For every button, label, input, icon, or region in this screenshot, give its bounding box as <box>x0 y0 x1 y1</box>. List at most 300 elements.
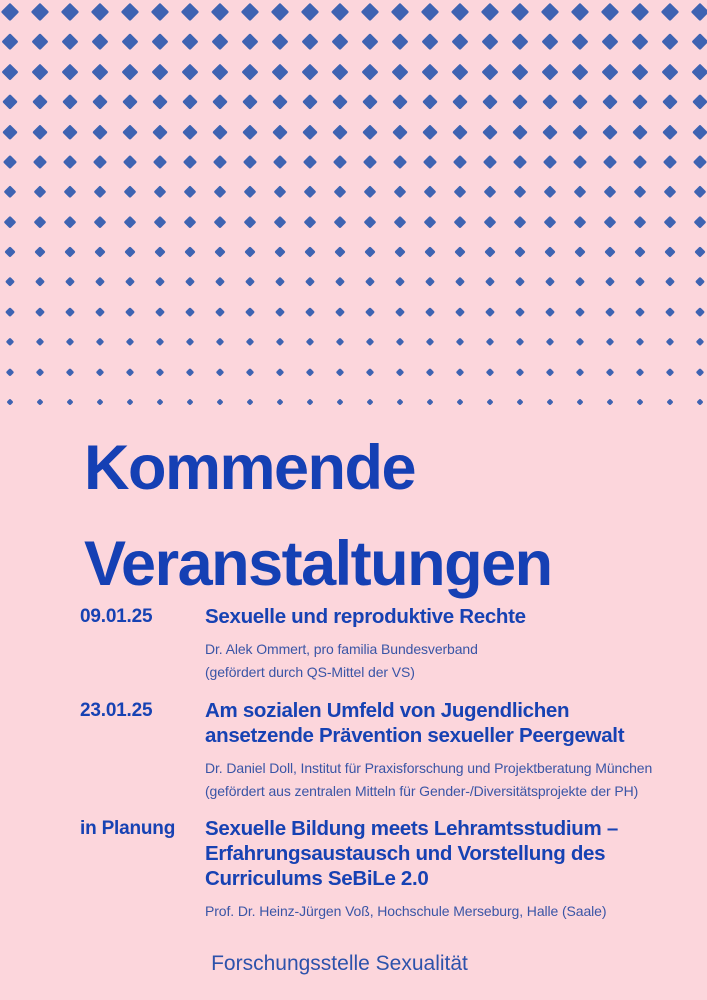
diamond-icon <box>452 94 468 110</box>
diamond-icon <box>123 125 138 140</box>
diamond-icon <box>214 246 225 257</box>
diamond-icon <box>96 368 104 376</box>
event-body <box>205 604 690 684</box>
diamond-icon <box>186 338 195 347</box>
diamond-icon <box>606 338 615 347</box>
event-title <box>205 698 690 748</box>
diamond-icon <box>633 125 648 140</box>
diamond-icon <box>451 33 469 51</box>
diamond-icon <box>484 216 496 228</box>
diamond-icon <box>636 338 645 347</box>
diamond-icon <box>547 399 554 406</box>
diamond-icon <box>695 307 705 317</box>
diamond-icon <box>693 125 707 140</box>
diamond-icon <box>302 94 318 110</box>
diamond-icon <box>154 216 166 228</box>
diamond-icon <box>244 216 256 228</box>
diamond-icon <box>121 3 139 21</box>
diamond-icon <box>33 125 48 140</box>
diamond-icon <box>306 338 315 347</box>
diamond-icon <box>542 94 558 110</box>
diamond-icon <box>157 399 164 406</box>
diamond-icon <box>483 125 498 140</box>
diamond-icon <box>246 338 255 347</box>
diamond-icon <box>605 307 615 317</box>
diamond-icon <box>5 277 16 288</box>
diamond-icon <box>302 64 319 81</box>
diamond-icon <box>333 185 346 198</box>
diamond-icon <box>181 33 199 51</box>
diamond-icon <box>211 33 229 51</box>
diamond-icon <box>212 94 228 110</box>
diamond-icon <box>425 277 436 288</box>
diamond-icon <box>123 155 137 169</box>
diamond-icon <box>124 216 136 228</box>
diamond-icon <box>121 33 139 51</box>
diamond-icon <box>515 307 525 317</box>
diamond-icon <box>126 338 135 347</box>
diamond-icon <box>243 155 257 169</box>
diamond-icon <box>511 33 529 51</box>
diamond-icon <box>513 185 526 198</box>
diamond-icon <box>35 307 45 317</box>
diamond-icon <box>96 338 105 347</box>
diamond-icon <box>217 399 224 406</box>
diamond-icon <box>396 338 405 347</box>
event-title-line: Sexuelle und reproduktive Rechte <box>205 605 526 628</box>
diamond-icon <box>95 277 106 288</box>
diamond-icon <box>66 368 74 376</box>
diamond-icon <box>274 216 286 228</box>
diamond-icon <box>574 246 585 257</box>
diamond-icon <box>63 125 78 140</box>
diamond-icon <box>303 125 318 140</box>
diamond-icon <box>153 125 168 140</box>
diamond-icon <box>697 399 704 406</box>
diamond-icon <box>394 246 405 257</box>
diamond-icon <box>426 368 434 376</box>
diamond-icon <box>514 246 525 257</box>
diamond-icon <box>367 399 374 406</box>
diamond-icon <box>637 399 644 406</box>
diamond-icon <box>421 3 439 21</box>
diamond-icon <box>61 3 79 21</box>
diamond-icon <box>155 277 166 288</box>
diamond-icon <box>123 185 136 198</box>
diamond-icon <box>95 307 105 317</box>
poster-title-line-1: Kommende <box>84 433 416 503</box>
diamond-icon <box>545 277 556 288</box>
diamond-icon <box>336 338 345 347</box>
diamond-icon <box>452 64 469 81</box>
diamond-icon <box>92 64 109 81</box>
diamond-icon <box>394 216 406 228</box>
diamond-icon <box>35 277 46 288</box>
diamond-icon <box>424 216 436 228</box>
diamond-icon <box>306 368 314 376</box>
diamond-icon <box>366 338 375 347</box>
diamond-icon <box>185 307 195 317</box>
diamond-icon <box>273 185 286 198</box>
diamond-icon <box>2 94 18 110</box>
event-list <box>80 604 690 923</box>
diamond-icon <box>422 64 439 81</box>
diamond-icon <box>277 399 284 406</box>
diamond-icon <box>694 246 705 257</box>
diamond-icon <box>92 94 108 110</box>
diamond-icon <box>663 155 677 169</box>
diamond-icon <box>4 246 15 257</box>
diamond-icon <box>244 246 255 257</box>
diamond-icon <box>691 33 707 51</box>
diamond-icon <box>337 399 344 406</box>
diamond-icon <box>273 125 288 140</box>
diamond-icon <box>1 3 19 21</box>
diamond-icon <box>692 94 707 110</box>
diamond-icon <box>152 94 168 110</box>
event-body <box>205 698 690 803</box>
diamond-icon <box>303 155 317 169</box>
diamond-icon <box>693 155 707 169</box>
diamond-icon <box>3 125 18 140</box>
event-detail-line: (gefördert durch QS-Mittel der VS) <box>205 664 415 680</box>
diamond-icon <box>455 277 466 288</box>
diamond-icon <box>3 155 17 169</box>
diamond-icon <box>575 307 585 317</box>
diamond-icon <box>393 185 406 198</box>
diamond-icon <box>694 216 706 228</box>
diamond-icon <box>365 277 376 288</box>
diamond-icon <box>5 307 15 317</box>
diamond-icon <box>6 368 14 376</box>
diamond-icon <box>513 155 527 169</box>
diamond-icon <box>421 33 439 51</box>
diamond-icon <box>392 94 408 110</box>
diamond-icon <box>276 338 285 347</box>
diamond-icon <box>304 216 316 228</box>
diamond-icon <box>485 277 496 288</box>
event-details <box>205 638 690 684</box>
diamond-icon <box>155 307 165 317</box>
diamond-icon <box>667 399 674 406</box>
diamond-icon <box>692 64 707 81</box>
diamond-icon <box>665 307 675 317</box>
diamond-icon <box>453 185 466 198</box>
diamond-icon <box>544 246 555 257</box>
event-title <box>205 816 690 891</box>
event-title <box>205 604 690 629</box>
event-details <box>205 757 690 803</box>
diamond-icon <box>663 125 678 140</box>
diamond-icon <box>127 399 134 406</box>
diamond-icon <box>361 3 379 21</box>
diamond-icon <box>512 94 528 110</box>
diamond-icon <box>93 125 108 140</box>
diamond-icon <box>185 277 196 288</box>
diamond-icon <box>214 216 226 228</box>
diamond-icon <box>664 246 675 257</box>
diamond-icon <box>631 3 649 21</box>
diamond-icon <box>301 33 319 51</box>
event-row <box>80 604 690 684</box>
diamond-icon <box>271 3 289 21</box>
diamond-icon <box>243 185 256 198</box>
diamond-icon <box>181 3 199 21</box>
diamond-icon <box>33 155 47 169</box>
diamond-icon <box>391 33 409 51</box>
diamond-icon <box>152 64 169 81</box>
diamond-icon <box>485 307 495 317</box>
diamond-icon <box>62 94 78 110</box>
diamond-icon <box>573 155 587 169</box>
diamond-icon <box>216 368 224 376</box>
diamond-icon <box>33 185 46 198</box>
diamond-icon <box>603 155 617 169</box>
event-title-line: ansetzende Prävention sexueller Peergewalt <box>205 724 625 747</box>
diamond-icon <box>424 246 435 257</box>
diamond-icon <box>543 125 558 140</box>
diamond-icon <box>362 94 378 110</box>
diamond-icon <box>603 185 616 198</box>
diamond-icon <box>514 216 526 228</box>
diamond-icon <box>332 94 348 110</box>
diamond-pattern <box>0 0 707 412</box>
diamond-icon <box>333 155 347 169</box>
diamond-icon <box>183 185 196 198</box>
diamond-icon <box>333 125 348 140</box>
diamond-icon <box>661 33 679 51</box>
diamond-icon <box>607 399 614 406</box>
diamond-icon <box>456 368 464 376</box>
diamond-icon <box>665 277 676 288</box>
diamond-icon <box>335 277 346 288</box>
diamond-icon <box>634 246 645 257</box>
diamond-icon <box>397 399 404 406</box>
diamond-icon <box>635 307 645 317</box>
diamond-icon <box>122 64 139 81</box>
diamond-icon <box>575 277 586 288</box>
diamond-icon <box>186 368 194 376</box>
diamond-icon <box>271 33 289 51</box>
diamond-icon <box>395 277 406 288</box>
diamond-icon <box>636 368 644 376</box>
diamond-icon <box>66 338 75 347</box>
diamond-icon <box>63 185 76 198</box>
diamond-icon <box>515 277 526 288</box>
footer-text: Forschungsstelle Sexualität <box>211 952 468 975</box>
diamond-icon <box>31 3 49 21</box>
diamond-icon <box>184 216 196 228</box>
diamond-icon <box>304 246 315 257</box>
diamond-icon <box>242 64 259 81</box>
diamond-icon <box>36 368 44 376</box>
diamond-icon <box>664 216 676 228</box>
diamond-icon <box>363 185 376 198</box>
diamond-icon <box>573 185 586 198</box>
diamond-icon <box>331 33 349 51</box>
diamond-icon <box>601 33 619 51</box>
diamond-icon <box>576 368 584 376</box>
diamond-icon <box>696 338 705 347</box>
diamond-icon <box>153 185 166 198</box>
diamond-icon <box>6 338 15 347</box>
diamond-icon <box>395 307 405 317</box>
diamond-icon <box>272 64 289 81</box>
diamond-icon <box>483 155 497 169</box>
diamond-icon <box>61 33 79 51</box>
diamond-icon <box>571 33 589 51</box>
diamond-icon <box>486 368 494 376</box>
event-date: in Planung <box>80 818 176 839</box>
diamond-icon <box>213 125 228 140</box>
diamond-icon <box>663 185 676 198</box>
diamond-icon <box>422 94 438 110</box>
event-date: 09.01.25 <box>80 606 153 627</box>
diamond-icon <box>366 368 374 376</box>
diamond-icon <box>273 155 287 169</box>
diamond-icon <box>604 246 615 257</box>
diamond-icon <box>576 338 585 347</box>
diamond-icon <box>361 33 379 51</box>
diamond-icon <box>605 277 616 288</box>
diamond-icon <box>1 33 19 51</box>
diamond-icon <box>124 246 135 257</box>
diamond-icon <box>606 368 614 376</box>
poster-title-line-2: Veranstaltungen <box>84 529 552 599</box>
diamond-icon <box>601 3 619 21</box>
diamond-icon <box>363 125 378 140</box>
diamond-icon <box>512 64 529 81</box>
diamond-icon <box>666 368 674 376</box>
diamond-icon <box>602 64 619 81</box>
diamond-icon <box>427 399 434 406</box>
diamond-icon <box>396 368 404 376</box>
diamond-icon <box>36 338 45 347</box>
diamond-icon <box>65 277 76 288</box>
diamond-icon <box>7 399 14 406</box>
diamond-icon <box>453 155 467 169</box>
diamond-icon <box>572 94 588 110</box>
diamond-icon <box>573 125 588 140</box>
diamond-icon <box>241 33 259 51</box>
diamond-icon <box>517 399 524 406</box>
diamond-icon <box>391 3 409 21</box>
diamond-icon <box>577 399 584 406</box>
diamond-icon <box>4 216 16 228</box>
diamond-icon <box>182 94 198 110</box>
diamond-icon <box>215 307 225 317</box>
diamond-icon <box>211 3 229 21</box>
diamond-icon <box>34 246 45 257</box>
diamond-icon <box>426 338 435 347</box>
event-detail-line: Prof. Dr. Heinz-Jürgen Voß, Hochschule Merseburg, Halle (Saale) <box>205 903 607 919</box>
diamond-icon <box>183 125 198 140</box>
diamond-icon <box>94 216 106 228</box>
diamond-icon <box>336 368 344 376</box>
diamond-icon <box>183 155 197 169</box>
diamond-icon <box>603 125 618 140</box>
diamond-icon <box>156 368 164 376</box>
diamond-icon <box>184 246 195 257</box>
diamond-icon <box>305 307 315 317</box>
diamond-icon <box>32 94 48 110</box>
diamond-icon <box>331 3 349 21</box>
diamond-icon <box>334 216 346 228</box>
diamond-icon <box>364 216 376 228</box>
diamond-icon <box>572 64 589 81</box>
diamond-icon <box>451 3 469 21</box>
diamond-icon <box>481 33 499 51</box>
diamond-icon <box>153 155 167 169</box>
diamond-icon <box>3 185 16 198</box>
diamond-icon <box>662 64 679 81</box>
diamond-icon <box>516 368 524 376</box>
diamond-icon <box>602 94 618 110</box>
diamond-icon <box>332 64 349 81</box>
event-title-line: Am sozialen Umfeld von Jugendlichen <box>205 699 570 722</box>
diamond-icon <box>423 155 437 169</box>
event-title-line: Sexuelle Bildung meets Lehramtsstudium – <box>205 817 618 840</box>
diamond-icon <box>633 185 646 198</box>
diamond-icon <box>335 307 345 317</box>
diamond-icon <box>37 399 44 406</box>
diamond-icon <box>301 3 319 21</box>
event-detail-line: (gefördert aus zentralen Mitteln für Gender-/Diversitätsprojekte der PH) <box>205 783 639 799</box>
diamond-icon <box>544 216 556 228</box>
diamond-icon <box>156 338 165 347</box>
diamond-icon <box>154 246 165 257</box>
diamond-icon <box>213 185 226 198</box>
event-body <box>205 816 690 923</box>
diamond-icon <box>542 64 559 81</box>
diamond-icon <box>541 3 559 21</box>
diamond-icon <box>604 216 616 228</box>
diamond-icon <box>2 64 19 81</box>
diamond-icon <box>122 94 138 110</box>
diamond-icon <box>666 338 675 347</box>
diamond-icon <box>695 277 706 288</box>
diamond-icon <box>631 33 649 51</box>
event-details <box>205 900 690 923</box>
diamond-icon <box>632 94 648 110</box>
diamond-icon <box>425 307 435 317</box>
diamond-icon <box>187 399 194 406</box>
diamond-icon <box>62 64 79 81</box>
poster-title <box>84 420 552 612</box>
diamond-icon <box>215 277 226 288</box>
diamond-icon <box>91 3 109 21</box>
diamond-icon <box>125 277 136 288</box>
event-detail-line: Dr. Alek Ommert, pro familia Bundesverband <box>205 641 478 657</box>
diamond-icon <box>307 399 314 406</box>
diamond-icon <box>245 307 255 317</box>
diamond-icon <box>34 216 46 228</box>
diamond-icon <box>151 3 169 21</box>
event-date: 23.01.25 <box>80 700 153 721</box>
diamond-icon <box>272 94 288 110</box>
diamond-icon <box>543 155 557 169</box>
diamond-icon <box>241 3 259 21</box>
diamond-icon <box>634 216 646 228</box>
diamond-icon <box>546 368 554 376</box>
diamond-icon <box>212 64 229 81</box>
diamond-icon <box>423 185 436 198</box>
diamond-icon <box>276 368 284 376</box>
diamond-icon <box>182 64 199 81</box>
diamond-icon <box>511 3 529 21</box>
event-title-line: Erfahrungsaustausch und Vorstellung des <box>205 842 606 865</box>
diamond-icon <box>216 338 225 347</box>
